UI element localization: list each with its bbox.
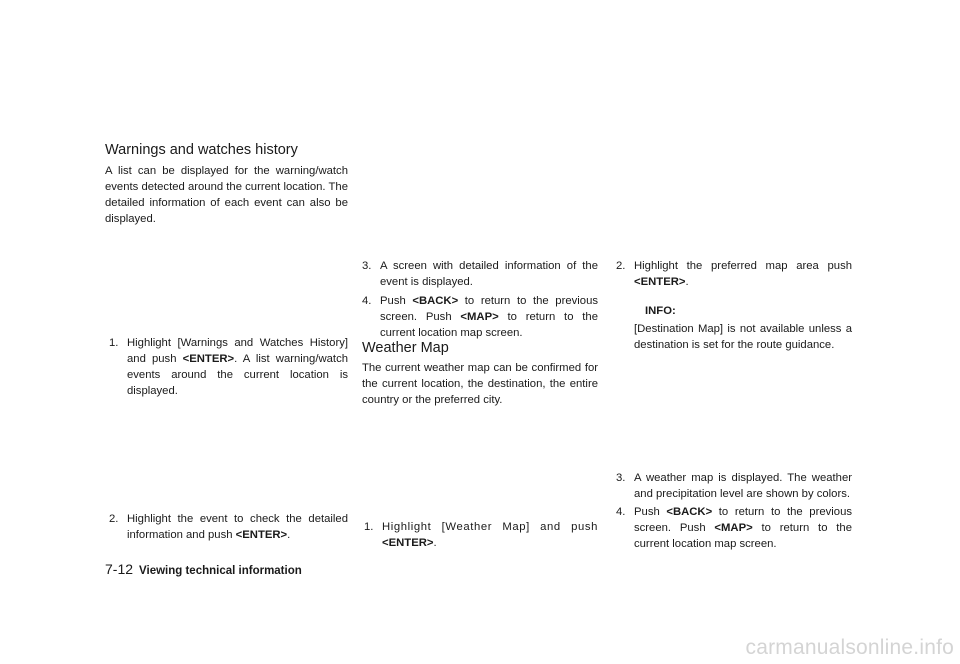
step-text: . — [433, 537, 438, 549]
section-heading-warnings-history: Warnings and watches history — [105, 142, 298, 158]
warnings-step-3 — [362, 258, 598, 290]
step-text: to return to the previous screen. Push — [380, 295, 598, 323]
step-text: . A list warning/watch events around the current location is displayed. — [127, 353, 348, 397]
step-text: to return to the previous screen. Push — [634, 506, 852, 534]
weather-step-2 — [616, 258, 852, 290]
weather-step-3 — [616, 470, 852, 502]
page-number: 7-12 — [105, 561, 134, 577]
step-text: Highlight the event to check the detailed information and push — [127, 513, 348, 541]
info-note-text: [Destination Map] is not available unless a destination is set for the route guidance. — [634, 323, 852, 351]
step-text: Highlight the preferred map area push — [634, 260, 852, 272]
step-number: 3. — [362, 260, 372, 272]
enter-key-label: <ENTER> — [235, 529, 288, 541]
step-number: 4. — [616, 506, 626, 518]
enter-key-label: <ENTER> — [634, 276, 686, 288]
map-key-label: <MAP> — [460, 311, 499, 323]
step-number: 2. — [616, 260, 626, 272]
step-number: 2. — [109, 513, 119, 525]
info-label: INFO: — [645, 305, 676, 317]
watermark: carmanualsonline.info — [745, 636, 954, 659]
step-text: Highlight [Weather Map] and push — [382, 521, 598, 533]
warnings-step-1 — [109, 335, 348, 399]
section-title: Viewing technical information — [139, 565, 302, 577]
step-text: A weather map is displayed. The weather and precipitation level are shown by colors. — [634, 472, 852, 500]
step-text: Push — [380, 295, 413, 307]
back-key-label: <BACK> — [412, 295, 459, 307]
weather-step-4 — [616, 504, 852, 552]
warnings-intro-paragraph: A list can be displayed for the warning/watch events detected around the current location. The detailed information of each event can also be displayed. — [105, 165, 348, 225]
warnings-step-2 — [109, 511, 348, 543]
map-key-label: <MAP> — [714, 522, 753, 534]
step-text: . — [685, 276, 689, 288]
weather-step-1 — [364, 519, 598, 551]
step-text: to return to the current location map screen. — [380, 311, 598, 339]
enter-key-label: <ENTER> — [382, 537, 434, 549]
step-text: Push — [634, 506, 667, 518]
step-number: 1. — [364, 521, 374, 533]
weather-map-intro-paragraph: The current weather map can be confirmed for the current location, the destination, the entire country or the preferred city. — [362, 362, 598, 406]
page-footer — [105, 560, 302, 580]
step-text: Highlight [Warnings and Watches History] and push — [127, 337, 348, 365]
back-key-label: <BACK> — [666, 506, 713, 518]
enter-key-label: <ENTER> — [182, 353, 235, 365]
step-number: 1. — [109, 337, 119, 349]
step-text: . — [287, 529, 291, 541]
warnings-step-4 — [362, 293, 598, 341]
step-number: 3. — [616, 472, 626, 484]
section-heading-weather-map: Weather Map — [362, 340, 449, 356]
step-number: 4. — [362, 295, 372, 307]
step-text: to return to the current location map screen. — [634, 522, 852, 550]
step-text: A screen with detailed information of the event is displayed. — [380, 260, 598, 288]
